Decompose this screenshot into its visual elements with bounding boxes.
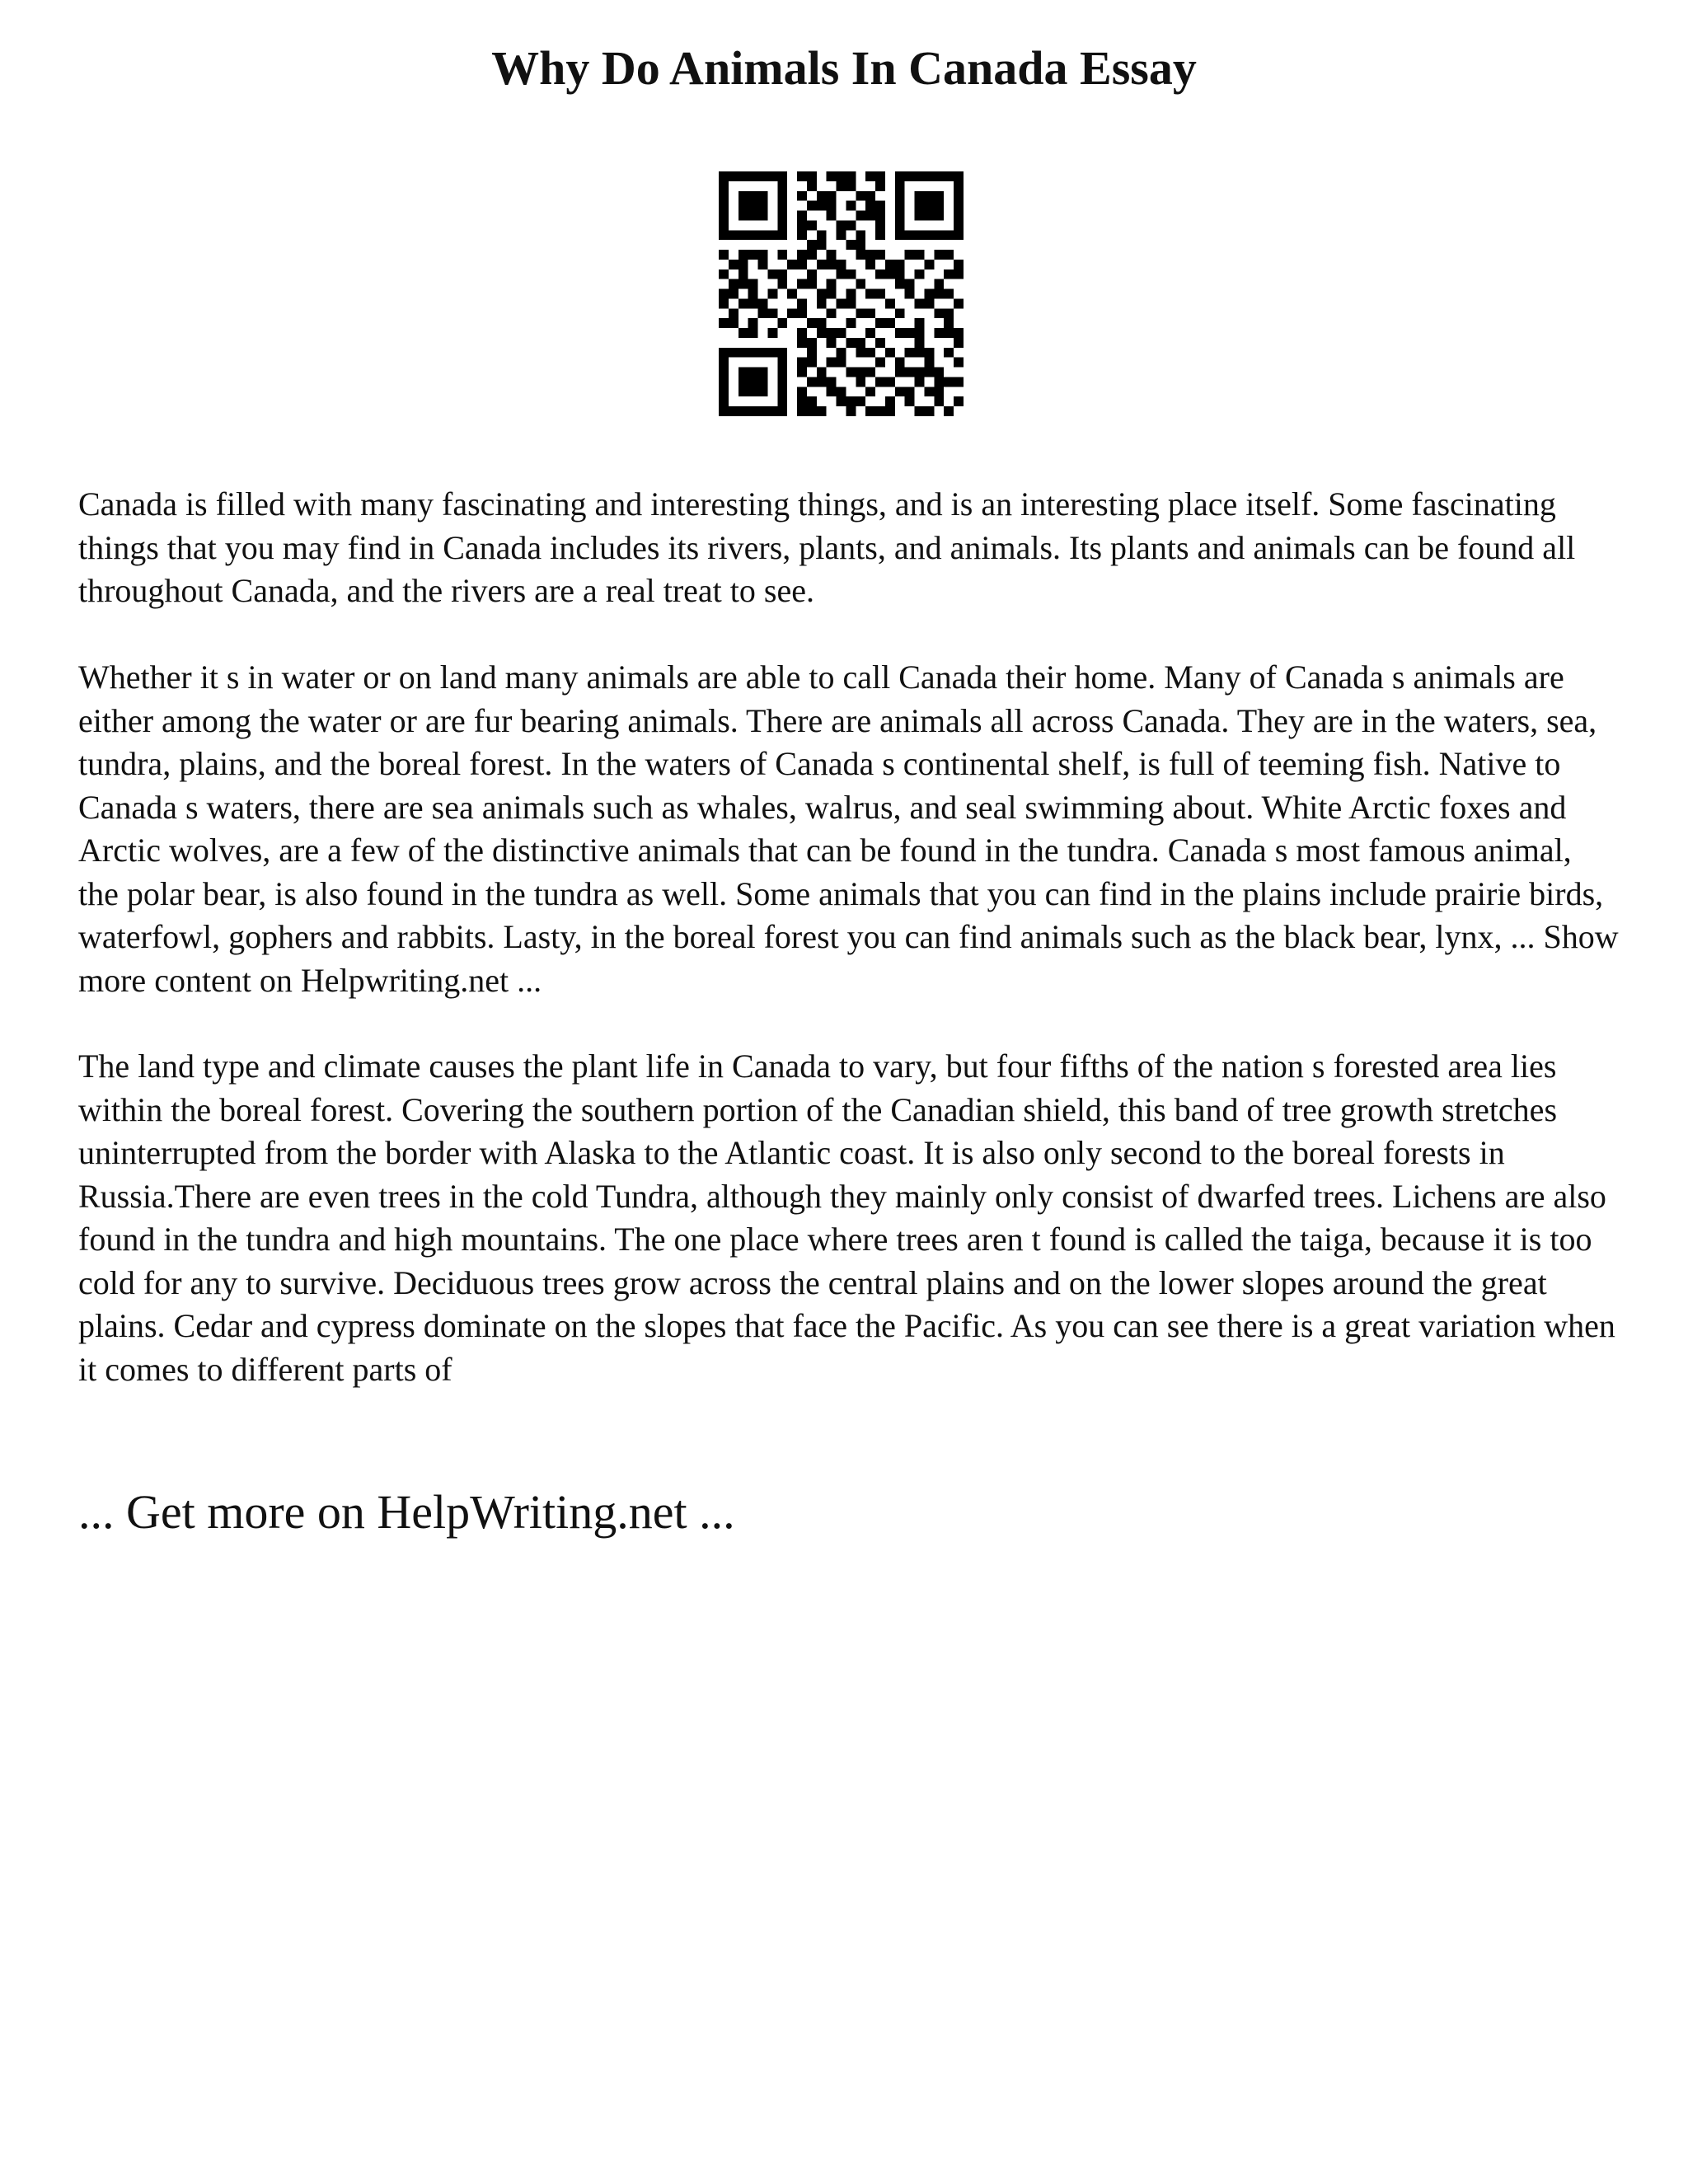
essay-paragraph-intro: Canada is filled with many fascinating and interesting things, and is an interesting place itself. Some fascinating things that you may find in Canada includes its rivers, plants, and animals. Its plants and animals can be found all throughout Canada, and the rivers are a real treat to see. — [78, 485, 1576, 609]
get-more-link[interactable]: ... Get more on HelpWriting.net ... — [78, 1485, 735, 1539]
qr-code-icon — [719, 171, 964, 416]
essay-paragraph-animals: Whether it s in water or on land many animals are able to call Canada their home. Many of Canada s animals are either among the water or are fur bearing animals. There are animals all across Canada. They are in the waters, sea, tundra, plains, and the boreal forest. In the waters of Canada s continental shelf, is full of teeming fish. Native to Canada s waters, there are sea animals such as whales, walrus, and seal swimming about. White Arctic foxes and Arctic wolves, are a few of the distinctive animals that can be found in the tundra. Canada s most famous animal, the polar bear, is also found in the tundra as well. Some animals that you can find in the plains include prairie birds, waterfowl, gophers and rabbits. Lasty, in the boreal forest you can find animals such as the black bear, lynx, ... Show more content on Helpwriting.net ... — [78, 658, 1619, 999]
essay-paragraph-plants: The land type and climate causes the plant life in Canada to vary, but four fifths of the nation s forested area lies within the boreal forest. Covering the southern portion of the Canadian shield, this band of tree growth stretches uninterrupted from the border with Alaska to the Atlantic coast. It is also only second to the boreal forests in Russia.There are even trees in the cold Tundra, although they mainly only consist of dwarfed trees. Lichens are also found in the tundra and high mountains. The one place where trees aren t found is called the taiga, because it is too cold for any to survive. Deciduous trees grow across the central plains and on the lower slopes around the great plains. Cedar and cypress dominate on the slopes that face the Pacific. As you can see there is a great variation when it comes to different parts of — [78, 1047, 1615, 1388]
page-title: Why Do Animals In Canada Essay — [491, 41, 1197, 95]
